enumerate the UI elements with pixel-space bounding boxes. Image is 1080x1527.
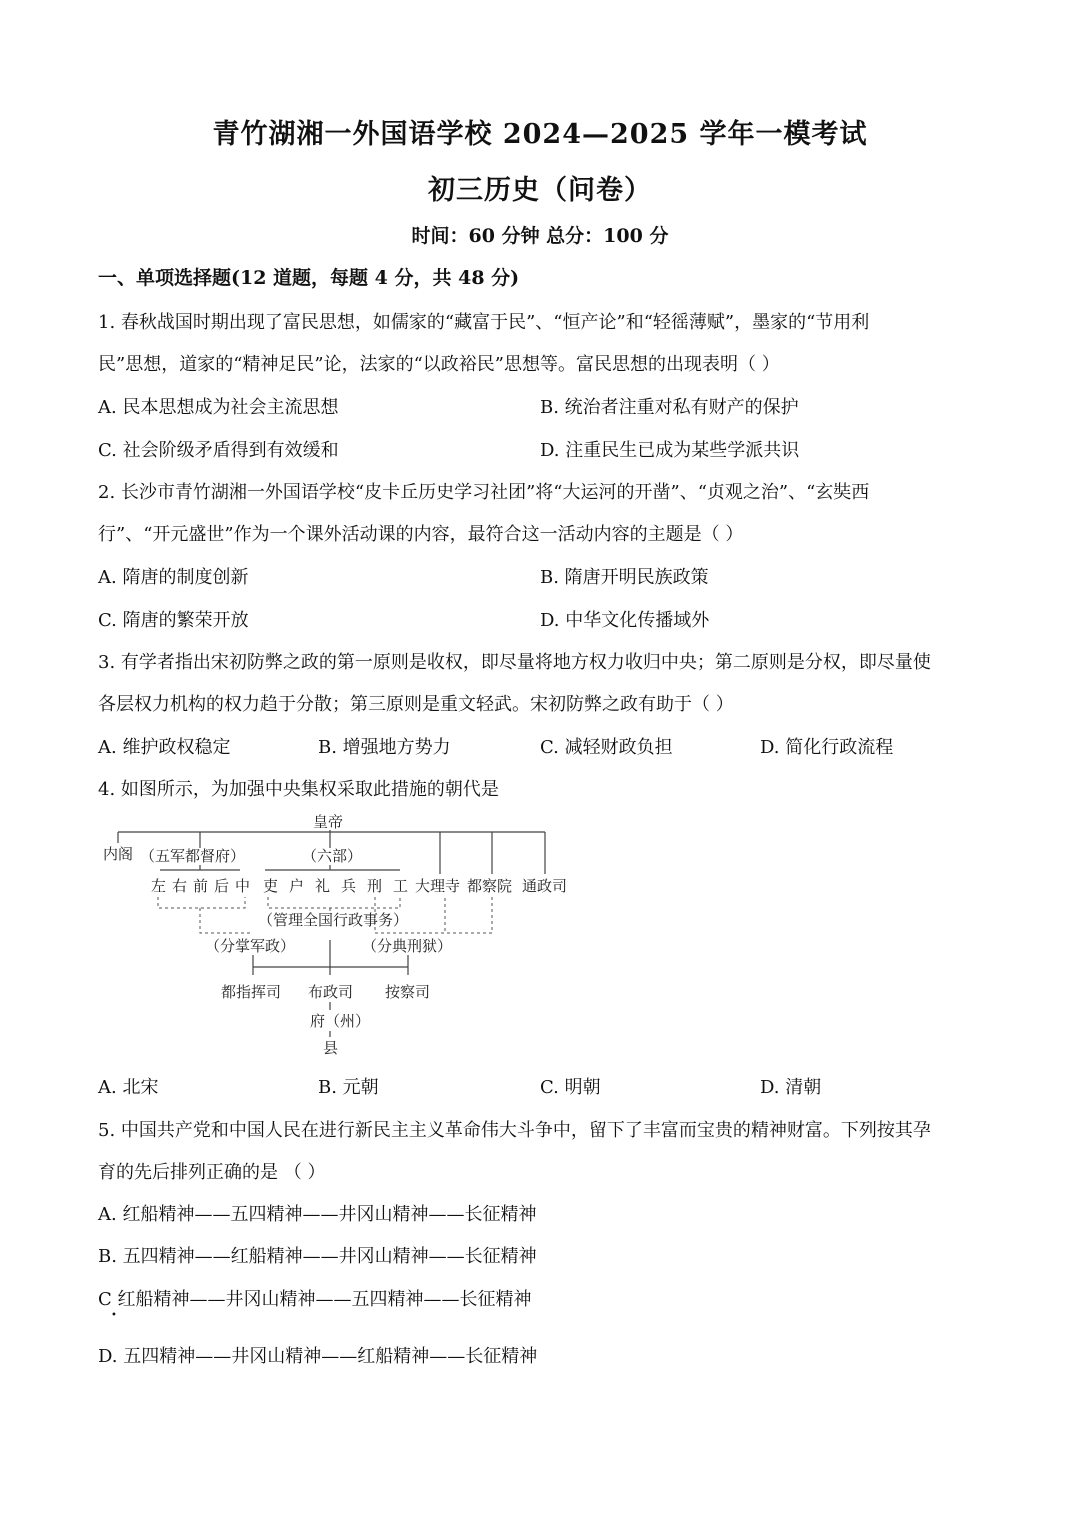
diagram-emperor: 皇帝 (313, 813, 344, 831)
section-title: 一、单项选择题(12 道题，每题 4 分，共 48 分) (98, 267, 520, 289)
q5-option-b[interactable]: B. 五四精神——红船精神——井冈山精神——长征精神 (98, 1246, 537, 1267)
q3-stem-line1: 3. 有学者指出宋初防弊之政的第一原则是收权，即尽量将地方权力收归中央；第二原则是分权，即尽量使 (98, 652, 931, 673)
diagram-gong: 工 (393, 877, 409, 895)
q2-option-c[interactable]: C. 隋唐的繁荣开放 (98, 610, 249, 631)
q3-option-b[interactable]: B. 增强地方势力 (318, 737, 451, 758)
diagram-neige: 内阁 (103, 845, 134, 863)
q5-option-c[interactable]: C 红船精神——井冈山精神——五四精神——长征精神 (98, 1289, 532, 1310)
diagram-hu: 户 (289, 877, 305, 895)
diagram-right: 右 (172, 877, 188, 895)
diagram-fu: 府（州） (310, 1012, 371, 1030)
q2-stem-line2: 行”、“开元盛世”作为一个课外活动课的内容，最符合这一活动内容的主题是（ ） (98, 524, 744, 545)
diagram-back: 后 (214, 877, 230, 895)
q4-option-a[interactable]: A. 北宋 (98, 1077, 159, 1098)
q4-option-c[interactable]: C. 明朝 (540, 1077, 601, 1098)
diagram-buzhengsi: 布政司 (308, 983, 354, 1001)
exam-subtitle: 初三历史（问卷） (428, 175, 652, 206)
q1-option-d[interactable]: D. 注重民生已成为某些学派共识 (540, 440, 800, 461)
q1-option-a[interactable]: A. 民本思想成为社会主流思想 (98, 397, 339, 418)
diagram-left: 左 (151, 877, 167, 895)
q1-stem-line1: 1. 春秋战国时期出现了富民思想，如儒家的“藏富于民”、“恒产论”和“轻徭薄赋”，墨家的“节用利 (98, 312, 870, 333)
q4-stem: 4. 如图所示，为加强中央集权采取此措施的朝代是 (98, 779, 499, 800)
diagram-liubu: （六部） (302, 847, 363, 865)
diagram-li-official: 吏 (263, 877, 279, 895)
q3-stem-line2: 各层权力机构的权力趋于分散；第三原则是重文轻武。宋初防弊之政有助于（ ） (98, 694, 734, 715)
diagram-anchasi: 按察司 (385, 983, 431, 1001)
diagram-xing: 刑 (367, 877, 383, 895)
q3-option-c[interactable]: C. 减轻财政负担 (540, 737, 673, 758)
diagram-military: （分掌军政） (205, 937, 296, 955)
diagram-front: 前 (193, 877, 209, 895)
diagram-judicial: （分典刑狱） (362, 937, 453, 955)
diagram-wujun: （五军都督府） (140, 847, 246, 865)
diagram-duzhihuisi: 都指挥司 (221, 983, 282, 1001)
exam-title: 青竹湖湘一外国语学校 2024—2025 学年一模考试 (212, 119, 868, 150)
q1-stem-line2: 民”思想，道家的“精神足民”论，法家的“以政裕民”思想等。富民思想的出现表明（ ） (98, 354, 780, 375)
diagram-xian: 县 (323, 1039, 339, 1057)
q1-option-c[interactable]: C. 社会阶级矛盾得到有效缓和 (98, 440, 339, 461)
diagram-middle: 中 (235, 877, 251, 895)
q5-stem-line2: 育的先后排列正确的是 （ ） (98, 1162, 326, 1183)
stray-dot-mark: • (111, 1310, 117, 1321)
q3-option-a[interactable]: A. 维护政权稳定 (98, 737, 231, 758)
q3-option-d[interactable]: D. 简化行政流程 (760, 737, 894, 758)
q5-stem-line1: 5. 中国共产党和中国人民在进行新民主主义革命伟大斗争中，留下了丰富而宝贵的精神财富。下列按其孕 (98, 1120, 931, 1141)
q2-stem-line1: 2. 长沙市青竹湖湘一外国语学校“皮卡丘历史学习社团”将“大运河的开凿”、“贞观之治”、“玄奘西 (98, 482, 870, 503)
diagram-manage: （管理全国行政事务） (258, 911, 409, 929)
q2-option-b[interactable]: B. 隋唐开明民族政策 (540, 567, 709, 588)
exam-meta: 时间：60 分钟 总分：100 分 (411, 225, 669, 247)
diagram-dalisi: 大理寺 (415, 877, 461, 895)
q5-option-d[interactable]: D. 五四精神——井冈山精神——红船精神——长征精神 (98, 1346, 538, 1367)
diagram-duchayuan: 都察院 (467, 877, 513, 895)
q4-option-b[interactable]: B. 元朝 (318, 1077, 379, 1098)
q2-option-a[interactable]: A. 隋唐的制度创新 (98, 567, 249, 588)
q1-option-b[interactable]: B. 统治者注重对私有财产的保护 (540, 397, 799, 418)
diagram-bing: 兵 (341, 877, 357, 895)
diagram-tongzhengsi: 通政司 (522, 877, 568, 895)
q2-option-d[interactable]: D. 中华文化传播域外 (540, 610, 710, 631)
q5-option-a[interactable]: A. 红船精神——五四精神——井冈山精神——长征精神 (98, 1204, 537, 1225)
q4-option-d[interactable]: D. 清朝 (760, 1077, 822, 1098)
diagram-li-rite: 礼 (315, 877, 331, 895)
